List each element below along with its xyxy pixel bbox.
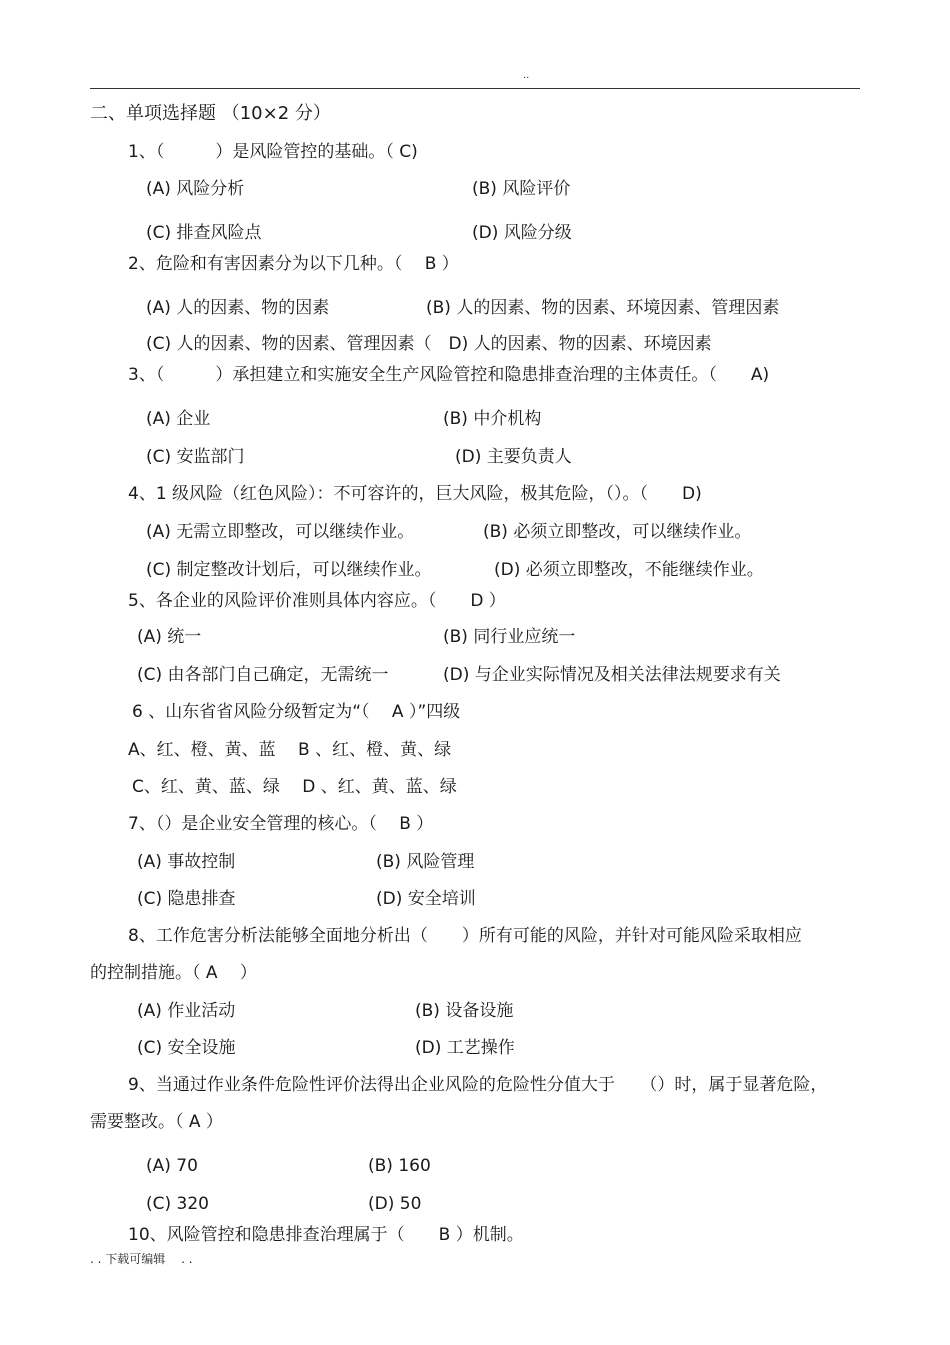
q1-option-b: (B) 风险评价 [472, 179, 571, 199]
q8-option-a: (A) 作业活动 [137, 1001, 236, 1021]
q3-option-a: (A) 企业 [146, 409, 211, 429]
q3-option-b: (B) 中介机构 [443, 409, 542, 429]
q5-option-c: (C) 由各部门自己确定，无需统一 [137, 665, 389, 685]
q6-options-ab: A、红、橙、黄、蓝 B 、红、橙、黄、绿 [128, 740, 452, 760]
q3-option-d: (D) 主要负责人 [455, 447, 572, 467]
q9-option-c: (C) 320 [146, 1194, 209, 1214]
q8-option-d: (D) 工艺操作 [415, 1038, 515, 1058]
q9-option-b: (B) 160 [368, 1156, 431, 1176]
section-title: 二、单项选择题 （10×2 分） [90, 103, 331, 124]
q4-option-a: (A) 无需立即整改，可以继续作业。 [146, 522, 415, 542]
q5-option-d: (D) 与企业实际情况及相关法律法规要求有关 [443, 665, 781, 685]
q7-option-d: (D) 安全培训 [376, 889, 476, 909]
question-10: 10、风险管控和隐患排查治理属于（ B ）机制。 [128, 1225, 524, 1245]
question-6: 6 、山东省省风险分级暂定为“（ A ）”四级 [132, 702, 461, 722]
q8-option-b: (B) 设备设施 [415, 1001, 514, 1021]
q1-option-a: (A) 风险分析 [146, 179, 245, 199]
header-rule [90, 88, 860, 89]
question-8-cont: 的控制措施。（ A ） [90, 963, 257, 983]
question-9-cont: 需要整改。（ A ） [90, 1112, 223, 1132]
question-1: 1、（ ）是风险管控的基础。（ C) [128, 142, 418, 162]
question-3: 3、（ ）承担建立和实施安全生产风险管控和隐患排查治理的主体责任。（ A) [128, 365, 770, 385]
footer-note: . . 下载可编辑 . . [90, 1252, 193, 1266]
q6-options-cd: C、红、黄、蓝、绿 D 、红、黄、蓝、绿 [132, 777, 457, 797]
q1-option-d: (D) 风险分级 [472, 223, 572, 243]
question-4: 4、1 级风险（红色风险）：不可容许的，巨大风险，极其危险，（）。（ D) [128, 484, 702, 504]
q2-option-b: (B) 人的因素、物的因素、环境因素、管理因素 [426, 298, 780, 318]
q4-option-d: (D) 必须立即整改，不能继续作业。 [494, 560, 764, 580]
q7-option-c: (C) 隐患排查 [137, 889, 236, 909]
q2-options-cd: (C) 人的因素、物的因素、管理因素（ D) 人的因素、物的因素、环境因素 [146, 334, 712, 354]
q9-option-d: (D) 50 [368, 1194, 422, 1214]
q7-option-b: (B) 风险管理 [376, 852, 475, 872]
question-8: 8、工作危害分析法能够全面地分析出（ ）所有可能的风险，并针对可能风险采取相应 [128, 926, 802, 946]
q5-option-a: (A) 统一 [137, 627, 202, 647]
q3-option-c: (C) 安监部门 [146, 447, 245, 467]
question-5: 5、各企业的风险评价准则具体内容应。（ D ） [128, 591, 506, 611]
question-9: 9、当通过作业条件危险性评价法得出企业风险的危险性分值大于 （）时，属于显著危险， [128, 1075, 828, 1095]
q4-option-b: (B) 必须立即整改，可以继续作业。 [483, 522, 752, 542]
q4-option-c: (C) 制定整改计划后，可以继续作业。 [146, 560, 432, 580]
q5-option-b: (B) 同行业应统一 [443, 627, 576, 647]
question-2: 2、危险和有害因素分为以下几种。（ B ） [128, 254, 459, 274]
q9-option-a: (A) 70 [146, 1156, 198, 1176]
question-7: 7、（）是企业安全管理的核心。（ B ） [128, 814, 434, 834]
q2-option-a: (A) 人的因素、物的因素 [146, 298, 330, 318]
q8-option-c: (C) 安全设施 [137, 1038, 236, 1058]
q1-option-c: (C) 排查风险点 [146, 223, 262, 243]
header-mark: .. [523, 70, 530, 81]
q7-option-a: (A) 事故控制 [137, 852, 236, 872]
